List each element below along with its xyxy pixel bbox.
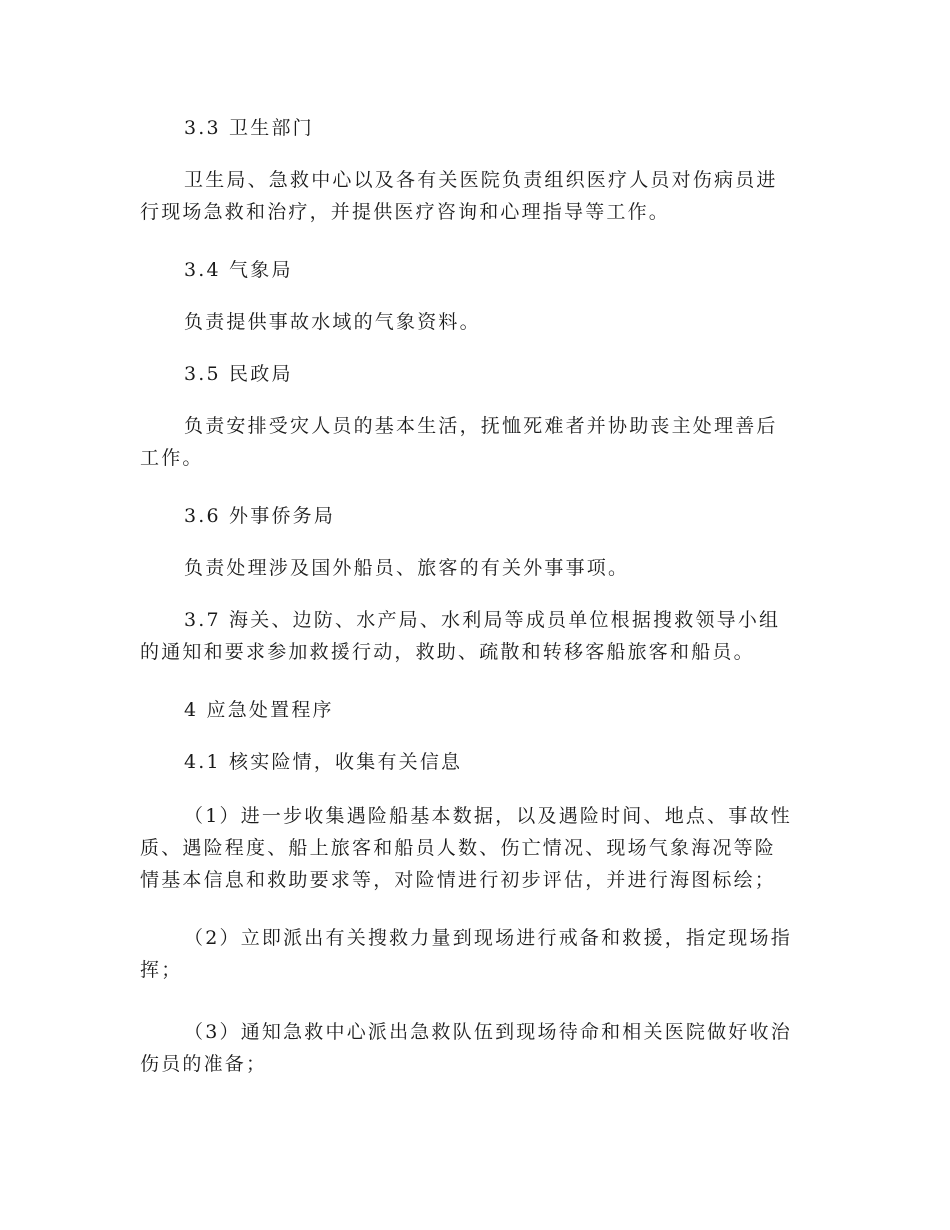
paragraph-health-dept — [140, 164, 810, 228]
paragraph-civil-affairs — [140, 410, 810, 474]
text-line: 4 应急处置程序 — [184, 699, 334, 721]
text-line: 卫生局、急救中心以及各有关医院负责组织医疗人员对伤病员进 — [184, 169, 778, 191]
text-line: 的通知和要求参加救援行动，救助、疏散和转移客船旅客和船员。 — [140, 641, 755, 663]
text-line: 负责提供事故水域的气象资料。 — [184, 311, 481, 333]
text-line: 3.3 卫生部门 — [184, 117, 314, 139]
text-line: 3.5 民政局 — [184, 363, 293, 385]
list-item-3 — [140, 1016, 810, 1080]
text-line: 3.4 气象局 — [184, 259, 293, 281]
text-line: 情基本信息和救助要求等，对险情进行初步评估，并进行海图标绘； — [140, 869, 777, 891]
section-heading-3-3 — [140, 112, 810, 144]
paragraph-3-7 — [140, 604, 810, 668]
text-line: 负责安排受灾人员的基本生活，抚恤死难者并协助丧主处理善后 — [184, 415, 778, 437]
section-heading-3-5 — [140, 358, 810, 390]
text-line: 4.1 核实险情，收集有关信息 — [184, 751, 463, 773]
text-line: （1）进一步收集遇险船基本数据，以及遇险时间、地点、事故性 — [184, 805, 792, 827]
text-line: 工作。 — [140, 447, 204, 469]
text-line: （3）通知急救中心派出急救队伍到现场待命和相关医院做好收治 — [184, 1021, 792, 1043]
section-heading-3-6 — [140, 500, 810, 532]
section-heading-4-1 — [140, 746, 810, 778]
text-line: 3.6 外事侨务局 — [184, 505, 336, 527]
text-line: 挥； — [140, 959, 183, 981]
list-item-2 — [140, 922, 810, 986]
text-line: 行现场急救和治疗，并提供医疗咨询和心理指导等工作。 — [140, 201, 671, 223]
list-item-1 — [140, 800, 810, 896]
section-heading-4 — [140, 694, 810, 726]
section-heading-3-4 — [140, 254, 810, 286]
paragraph-weather-bureau — [140, 306, 810, 338]
paragraph-foreign-affairs — [140, 552, 810, 584]
text-line: （2）立即派出有关搜救力量到现场进行戒备和救援，指定现场指 — [184, 927, 792, 949]
text-line: 伤员的准备； — [140, 1053, 268, 1075]
text-line: 3.7 海关、边防、水产局、水利局等成员单位根据搜救领导小组 — [184, 609, 781, 631]
text-line: 负责处理涉及国外船员、旅客的有关外事事项。 — [184, 557, 630, 579]
text-line: 质、遇险程度、船上旅客和船员人数、伤亡情况、现场气象海况等险 — [140, 837, 777, 859]
